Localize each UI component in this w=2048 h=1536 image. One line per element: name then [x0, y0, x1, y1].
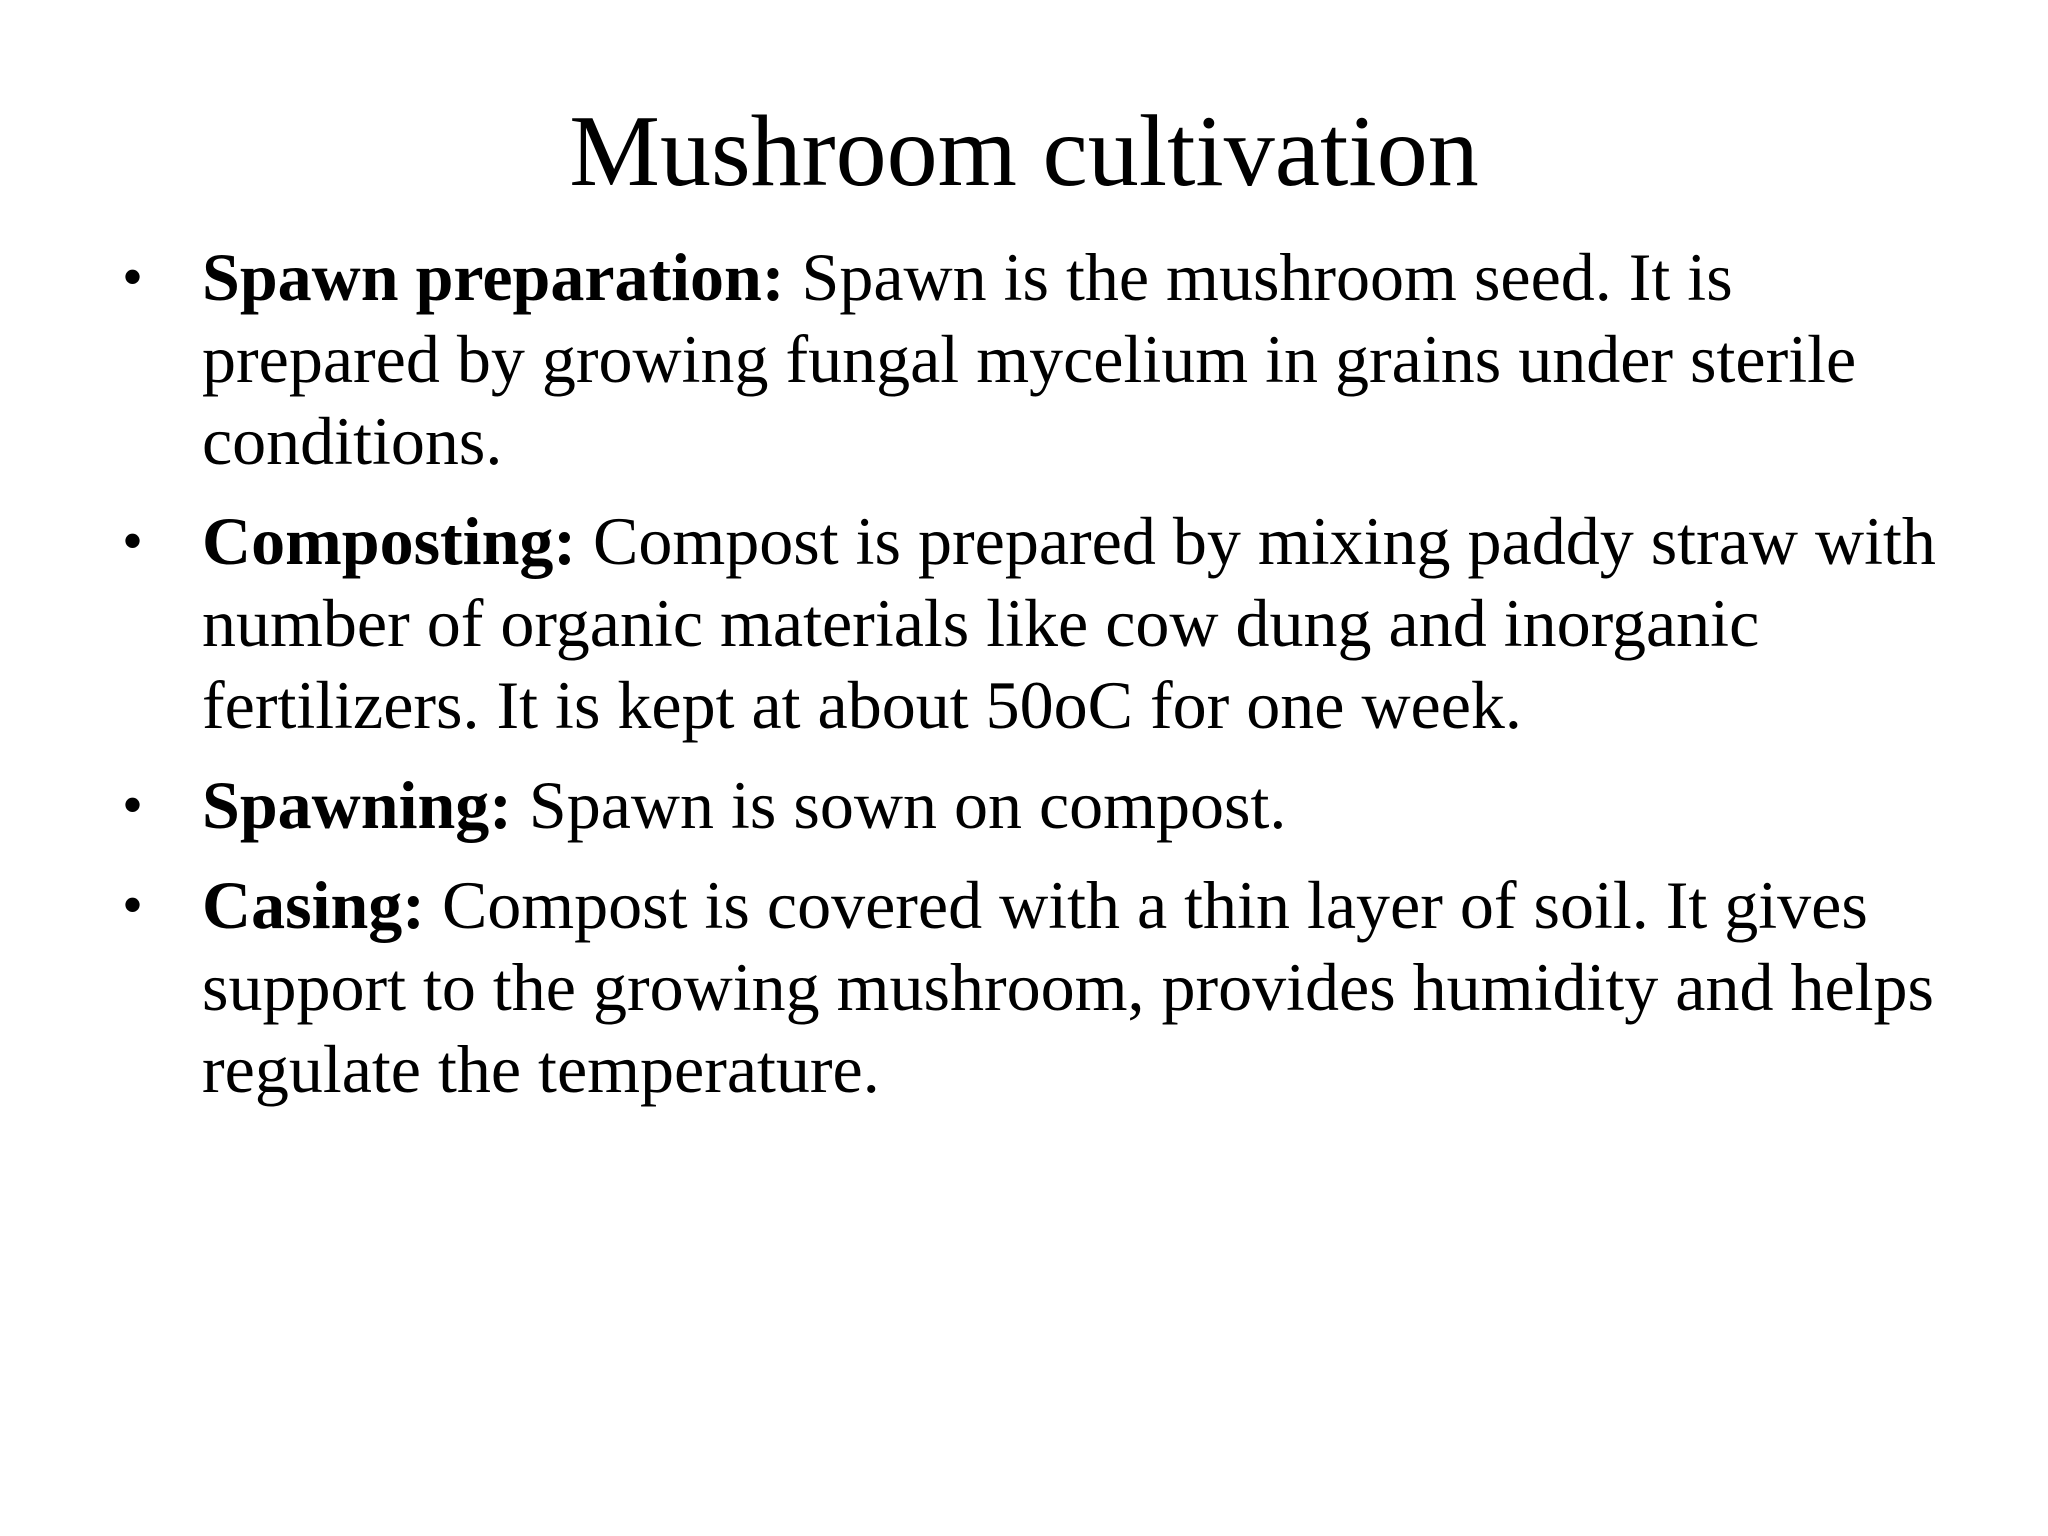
bullet-list — [122, 236, 1982, 1128]
bullet-text: Spawn is sown on compost. — [511, 767, 1287, 843]
bullet-dot-icon: • — [122, 872, 144, 938]
bullet-dot-icon: • — [122, 508, 144, 574]
bullet-dot-icon: • — [122, 244, 144, 310]
bullet-item-spawning — [122, 764, 1982, 846]
bullet-text: Spawn is the mushroom seed. It is prepared by growing fungal mycelium in grains under sterile conditions. — [202, 239, 1857, 479]
bullet-item-spawn-preparation — [122, 236, 1982, 482]
bullet-item-composting — [122, 500, 1982, 746]
bullet-text: Compost is covered with a thin layer of soil. It gives support to the growing mushroom, provides humidity and helps regulate the temperature. — [202, 867, 1934, 1107]
slide-title: Mushroom cultivation — [569, 95, 1479, 208]
bullet-term: Spawn preparation: — [202, 239, 785, 315]
bullet-term: Casing: — [202, 867, 425, 943]
bullet-term: Spawning: — [202, 767, 512, 843]
bullet-term: Composting: — [202, 503, 577, 579]
bullet-text: Compost is prepared by mixing paddy straw with number of organic materials like cow dung and inorganic fertilizers. It is kept at about 50oC for one week. — [202, 503, 1936, 743]
bullet-dot-icon: • — [122, 772, 144, 838]
bullet-item-casing — [122, 864, 1982, 1110]
